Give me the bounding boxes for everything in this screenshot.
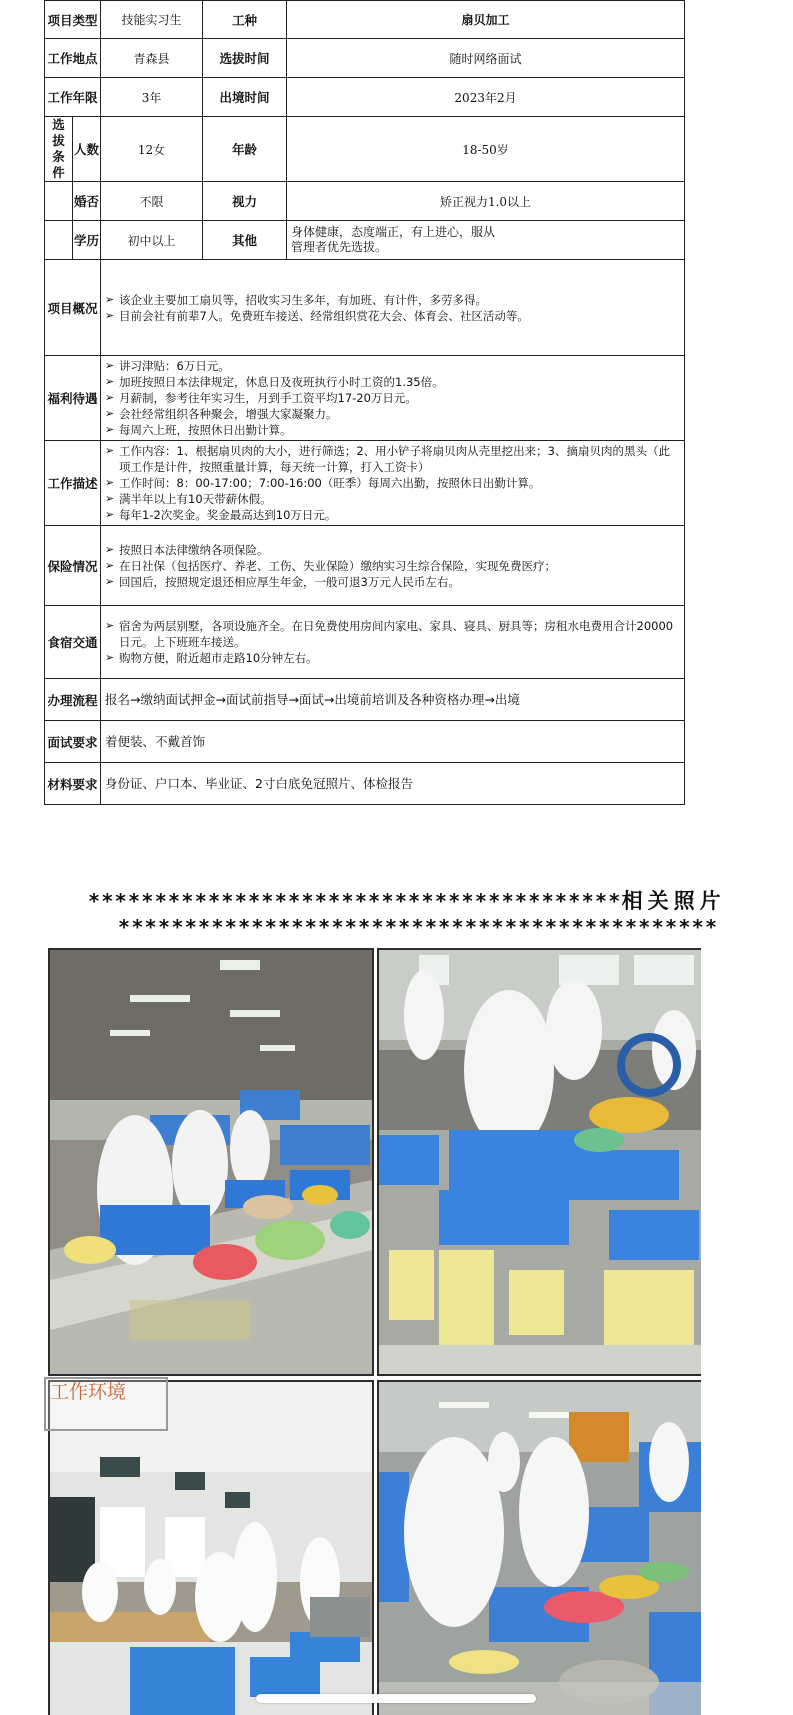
- work-desc-item: ➢ 工作内容：1、根据扇贝肉的大小，进行筛选；2、用小铲子将扇贝肉从壳里挖出来；3、摘扇贝肉的黑头（此项工作是计件，按照重量计算，每天统一计算，打入工资卡）: [105, 443, 680, 475]
- label-project-type: 项目类型: [45, 1, 101, 39]
- row-overview: [45, 260, 685, 356]
- label-insurance: 保险情况: [45, 526, 101, 606]
- insurance-item: ➢ 回国后，按照规定退还相应厚生年金，一般可退3万元人民币左右。: [105, 574, 680, 590]
- value-other: [287, 221, 685, 260]
- work-desc-item: ➢ 每年1-2次奖金。奖金最高达到10万日元。: [105, 507, 680, 523]
- factory-photo-1: [48, 948, 374, 1376]
- value-work-years: 3年: [101, 78, 203, 117]
- row-materials: [45, 763, 685, 805]
- insurance-item: ➢ 在日社保（包括医疗、养老、工伤、失业保险）缴纳实习生综合保险，实现免费医疗；: [105, 558, 680, 574]
- label-materials: 材料要求: [45, 763, 101, 805]
- lodging-item: ➢ 购物方便，附近超市走路10分钟左右。: [105, 650, 680, 666]
- label-departure: 出境时间: [203, 78, 287, 117]
- label-job-type: 工种: [203, 1, 287, 39]
- value-project-type: 技能实习生: [101, 1, 203, 39]
- overview-item: ➢ 该企业主要加工扇贝等，招收实习生多年，有加班、有计件，多劳多得。: [105, 292, 680, 308]
- value-process: 报名→缴纳面试押金→面试前指导→面试→出境前培训及各种资格办理→出境: [101, 679, 685, 721]
- insurance-item: ➢ 按照日本法律缴纳各项保险。: [105, 542, 680, 558]
- value-materials: 身份证、户口本、毕业证、2寸白底免冠照片、体检报告: [101, 763, 685, 805]
- conditions-spacer: [45, 221, 73, 260]
- value-education: 初中以上: [101, 221, 203, 260]
- row-interview: [45, 721, 685, 763]
- value-location: 青森县: [101, 39, 203, 78]
- conditions-text: 选拔条件: [52, 117, 65, 180]
- label-education: 学历: [73, 221, 101, 260]
- work-desc-item: ➢ 满半年以上有10天带薪休假。: [105, 491, 680, 507]
- row-work-desc: [45, 441, 685, 526]
- benefit-item: ➢ 讲习津贴：6万日元。: [105, 358, 680, 374]
- overview-content: [101, 260, 685, 356]
- benefit-item: ➢ 每周六上班，按照休日出勤计算。: [105, 422, 680, 438]
- row-location: [45, 39, 685, 78]
- work-desc-item: ➢ 工作时间：8：00-17:00；7:00-16:00（旺季）每周六出勤，按照休日出勤计算。: [105, 475, 680, 491]
- row-marital: [45, 182, 685, 221]
- other-line-1: 身体健康，态度端正，有上进心，服从: [291, 225, 496, 239]
- label-process: 办理流程: [45, 679, 101, 721]
- value-age: 18-50岁: [287, 117, 685, 182]
- row-work-years: [45, 78, 685, 117]
- heading-line-1: [88, 885, 726, 915]
- label-work-years: 工作年限: [45, 78, 101, 117]
- lodging-item: ➢ 宿舍为两层别墅，各项设施齐全。在日免费使用房间内家电、家具、寝具、厨具等；房租水电费用合计20000日元。上下班班车接送。: [105, 618, 680, 650]
- stars-line-1: ****************************************: [88, 889, 622, 913]
- other-line-2: 管理者优先选拔。: [291, 240, 388, 254]
- value-selection-time: 随时网络面试: [287, 39, 685, 78]
- work-desc-content: [101, 441, 685, 526]
- value-headcount: 12女: [101, 117, 203, 182]
- label-location: 工作地点: [45, 39, 101, 78]
- row-process: [45, 679, 685, 721]
- photo-grid: [48, 948, 701, 1715]
- lodging-content: [101, 606, 685, 679]
- value-interview: 着便装、不戴首饰: [101, 721, 685, 763]
- label-benefits: 福利待遇: [45, 356, 101, 441]
- row-insurance: [45, 526, 685, 606]
- value-departure: 2023年2月: [287, 78, 685, 117]
- row-education: [45, 221, 685, 260]
- label-work-desc: 工作描述: [45, 441, 101, 526]
- conditions-spacer: [45, 182, 73, 221]
- value-vision: 矫正视力1.0以上: [287, 182, 685, 221]
- label-marital: 婚否: [73, 182, 101, 221]
- label-overview: 项目概况: [45, 260, 101, 356]
- value-job-type: 扇贝加工: [287, 1, 685, 39]
- row-benefits: [45, 356, 685, 441]
- row-headcount: [45, 117, 685, 182]
- label-conditions: [45, 117, 73, 182]
- label-selection-time: 选拔时间: [203, 39, 287, 78]
- overview-item: ➢ 目前会社有前辈7人。免费班车接送、经常组织赏花大会、体育会、社区活动等。: [105, 308, 680, 324]
- benefit-item: ➢ 月薪制，参考往年实习生，月到手工资平均17-20万日元。: [105, 390, 680, 406]
- home-indicator-bar[interactable]: [256, 1694, 536, 1703]
- benefit-item: ➢ 加班按照日本法律规定，休息日及夜班执行小时工资的1.35倍。: [105, 374, 680, 390]
- photos-title: 相关照片: [621, 889, 726, 913]
- label-interview: 面试要求: [45, 721, 101, 763]
- work-environment-label: 工作环境: [44, 1377, 168, 1431]
- label-headcount: 人数: [73, 117, 101, 182]
- benefit-item: ➢ 会社经常组织各种聚会，增强大家凝聚力。: [105, 406, 680, 422]
- stars-line-2: *********************************************: [118, 915, 719, 939]
- label-lodging: 食宿交通: [45, 606, 101, 679]
- insurance-content: [101, 526, 685, 606]
- factory-photo-4: [377, 1380, 701, 1715]
- label-vision: 视力: [203, 182, 287, 221]
- label-age: 年龄: [203, 117, 287, 182]
- row-lodging: [45, 606, 685, 679]
- factory-photo-2: [377, 948, 701, 1376]
- value-marital: 不限: [101, 182, 203, 221]
- row-project-type: [45, 1, 685, 39]
- benefits-content: [101, 356, 685, 441]
- label-other: 其他: [203, 221, 287, 260]
- job-info-table: [44, 0, 685, 805]
